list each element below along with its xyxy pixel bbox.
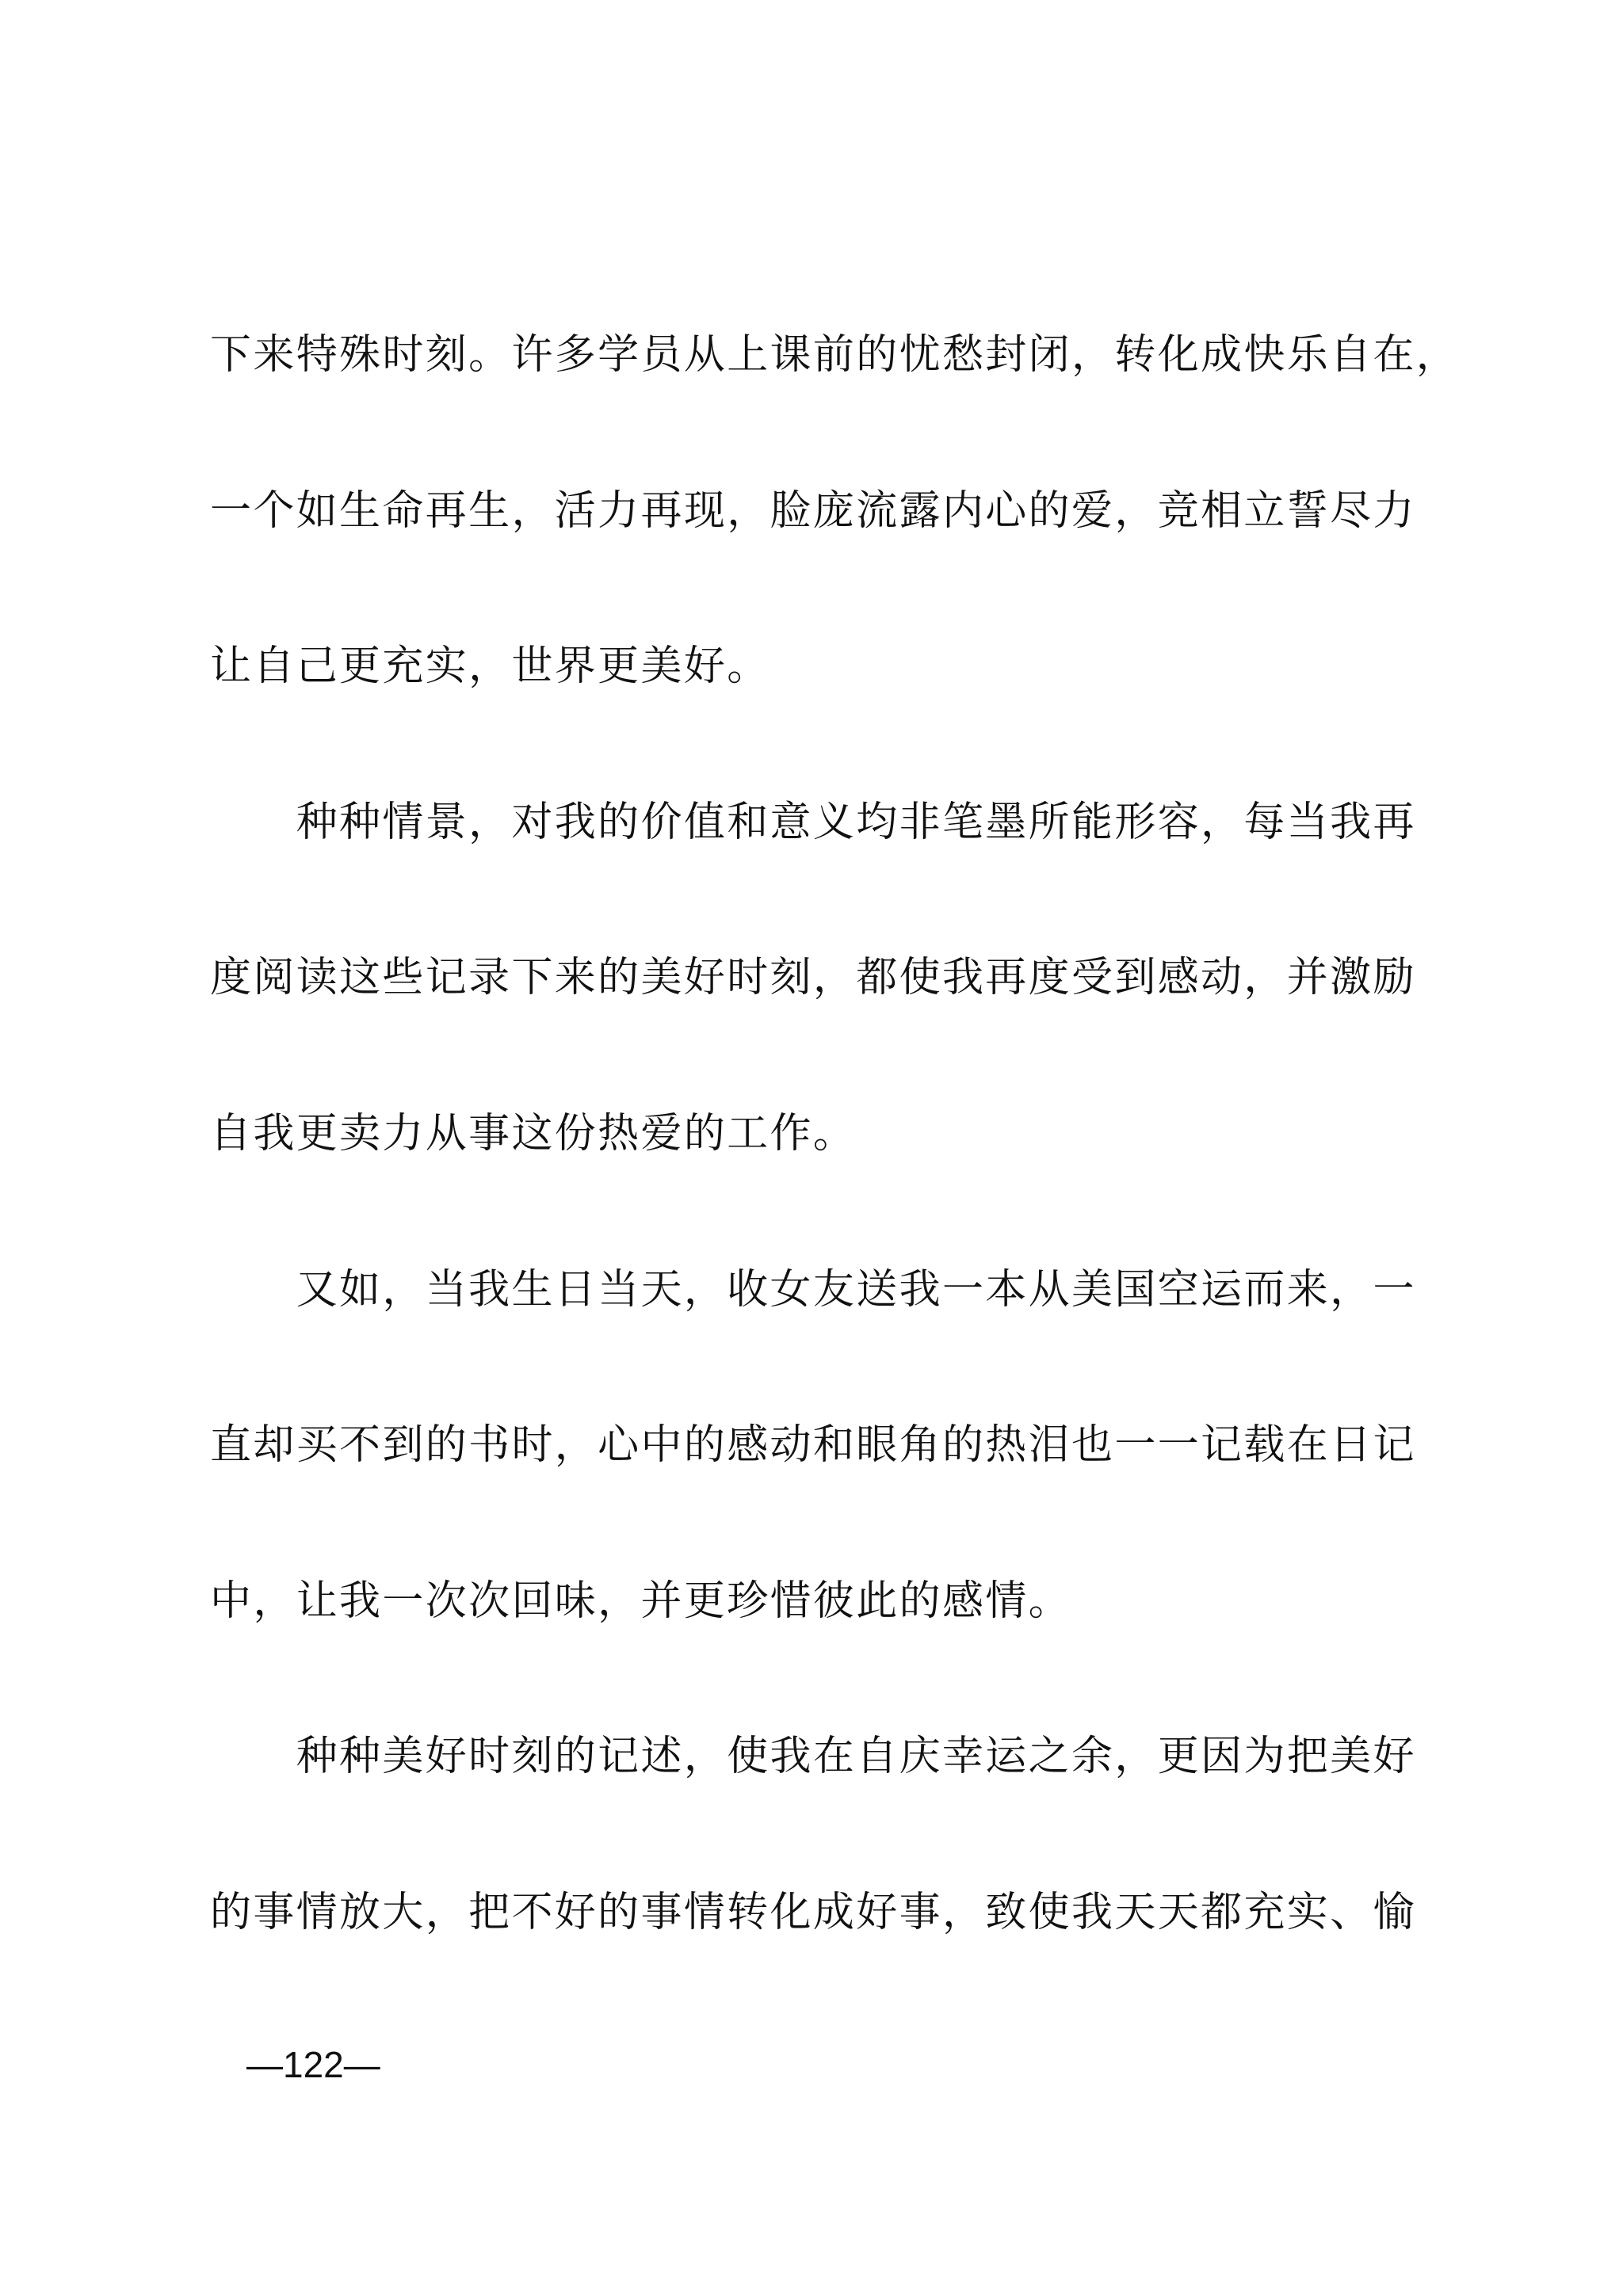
text-line: 下来特殊时刻。许多学员从上课前的忧愁封闭，转化成快乐自在， (210, 331, 1460, 379)
text-line: 又如，当我生日当天，收女友送我一本从美国空运而来，一 (296, 1265, 1416, 1314)
text-line: 种种情景，对我的价值和意义均非笔墨所能形容，每当我再 (296, 798, 1416, 846)
text-line: 自我更卖力从事这份热爱的工作。 (210, 1109, 857, 1158)
text-line: 一个如生命再生，活力再现，脸庞流露内心的爱，竞相立誓尽力 (210, 486, 1416, 535)
text-line: 的事情放大，把不好的事情转化成好事，致使我天天都充实、愉 (210, 1888, 1416, 1936)
text-line: 种种美好时刻的记述，使我在自庆幸运之余，更因为把美好 (296, 1733, 1416, 1781)
body-text (210, 277, 1460, 1991)
text-line: 直却买不到的书时，心中的感动和眼角的热泪也一一记载在日记 (210, 1421, 1416, 1470)
text-line: 让自己更充实，世界更美好。 (210, 643, 770, 691)
text-line: 中，让我一次次回味，并更珍惜彼此的感情。 (210, 1577, 1072, 1625)
text-line: 度阅读这些记录下来的美好时刻，都使我再度受到感动，并激励 (210, 954, 1416, 1002)
page-number: —122— (246, 2044, 380, 2085)
